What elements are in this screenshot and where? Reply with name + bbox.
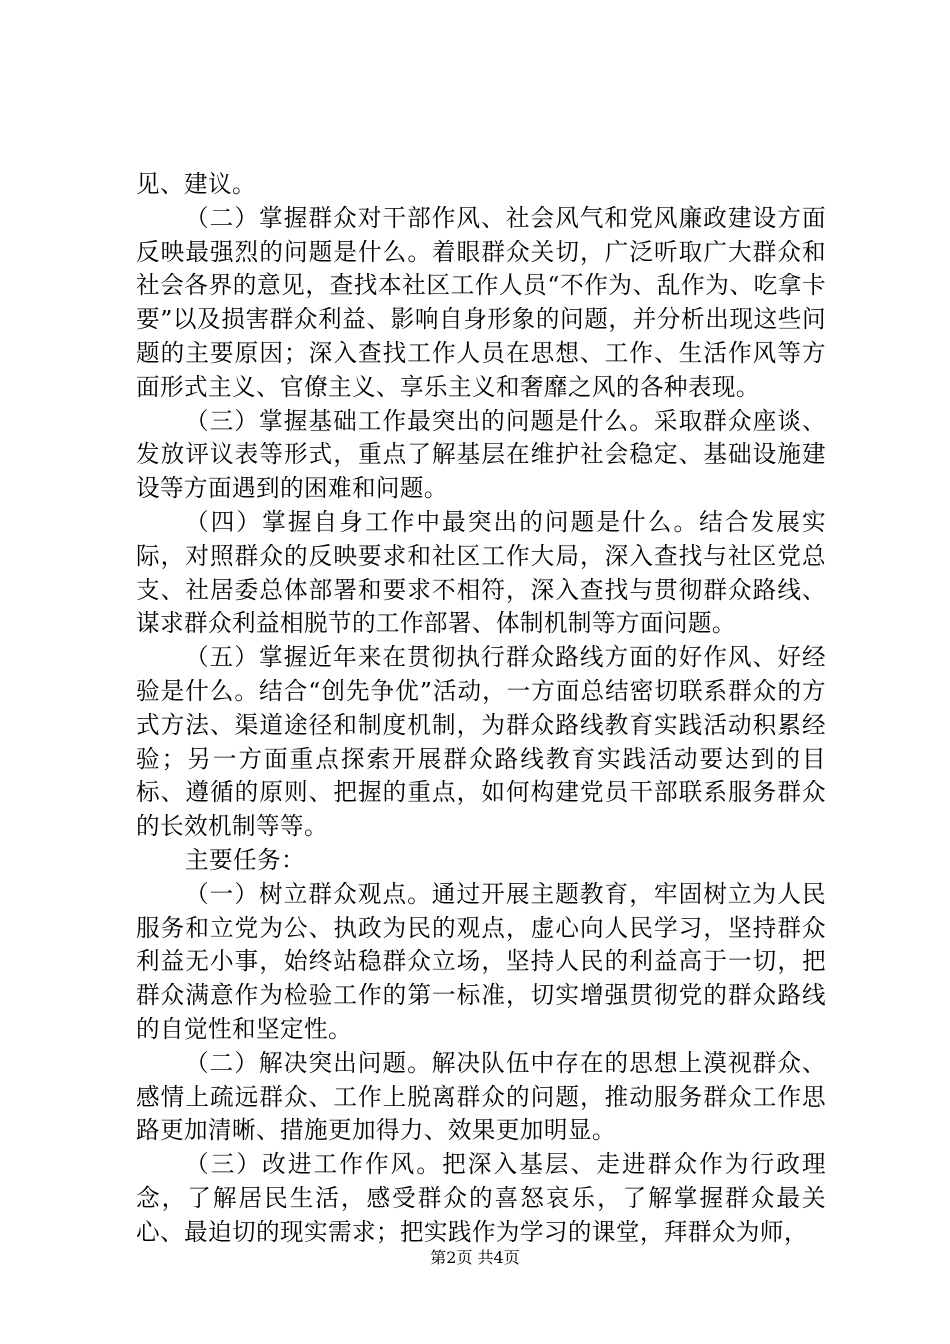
paragraph-point-5: （五）掌握近年来在贯彻执行群众路线方面的好作风、好经验是什么。结合“创先争优”活动，一方面总结密切联系群众的方式方法、渠道途径和制度机制，为群众路线教育实践活动积累经验；另一方面重点探索开展群众路线教育实践活动要达到的目标、遵循的原则、把握的重点，如何构建党员干部联系服务群众的长效机制等等。 — [136, 643, 826, 841]
paragraph-task-3: （三）改进工作作风。把深入基层、走进群众作为行政理念，了解居民生活，感受群众的喜怒哀乐，了解掌握群众最关心、最迫切的现实需求；把实践作为学习的课堂，拜群众为师， — [136, 1150, 826, 1246]
paragraph-continuation: 见、建议。 — [136, 170, 256, 198]
page-number-footer: 第2页 共4页 — [430, 1248, 520, 1267]
paragraph-point-4: （四）掌握自身工作中最突出的问题是什么。结合发展实际，对照群众的反映要求和社区工作大局，深入查找与社区党总支、社居委总体部署和要求不相符，深入查找与贯彻群众路线、谋求群众利益相脱节的工作部署、体制机制等方面问题。 — [136, 507, 826, 638]
document-body — [136, 168, 826, 1250]
paragraph-task-1: （一）树立群众观点。通过开展主题教育，牢固树立为人民服务和立党为公、执政为民的观点，虚心向人民学习，坚持群众利益无小事，始终站稳群众立场，坚持人民的利益高于一切，把群众满意作为检验工作的第一标准，切实增强贯彻党的群众路线的自觉性和坚定性。 — [136, 879, 826, 1043]
paragraph-task-2: （二）解决突出问题。解决队伍中存在的思想上漠视群众、感情上疏远群众、工作上脱离群众的问题，推动服务群众工作思路更加清晰、措施更加得力、效果更加明显。 — [136, 1048, 826, 1145]
section-heading-main-tasks: 主要任务： — [185, 845, 305, 874]
paragraph-point-3: （三）掌握基础工作最突出的问题是什么。采取群众座谈、发放评议表等形式，重点了解基层在维护社会稳定、基础设施建设等方面遇到的困难和问题。 — [136, 406, 826, 503]
paragraph-point-2: （二）掌握群众对干部作风、社会风气和党风廉政建设方面反映最强烈的问题是什么。着眼群众关切，广泛听取广大群众和社会各界的意见，查找本社区工作人员“不作为、乱作为、吃拿卡要”以及损害群众利益、影响自身形象的问题，并分析出现这些问题的主要原因；深入查找工作人员在思想、工作、生活作风等方面形式主义、官僚主义、享乐主义和奢靡之风的各种表现。 — [136, 203, 826, 401]
